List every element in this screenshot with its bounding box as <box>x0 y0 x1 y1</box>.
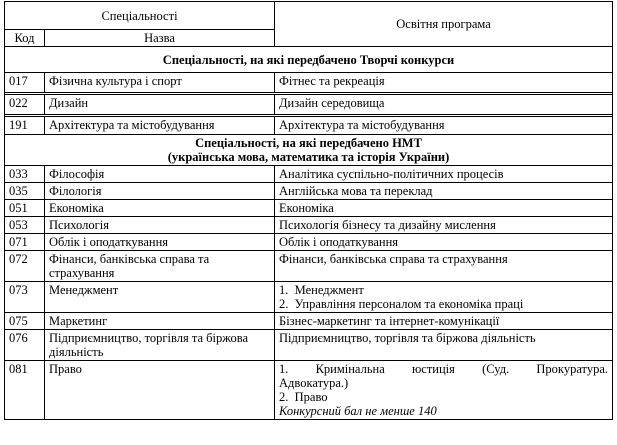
row-program: Бізнес-маркетинг та інтернет-комунікації <box>275 313 613 330</box>
program-list-item: 1. Кримінальна юстиція (Суд. Прокуратура. <box>279 362 609 376</box>
row-code: 053 <box>5 217 45 234</box>
section-title-line: Спеціальності, на які передбачено НМТ <box>195 136 422 150</box>
section-title <box>5 135 613 166</box>
header-specialties: Спеціальності <box>5 2 275 30</box>
row-code: 017 <box>5 73 45 93</box>
row-program: Фінанси, банківська справа та страхування <box>275 251 613 282</box>
row-code: 033 <box>5 166 45 183</box>
row-name: Право <box>45 361 275 420</box>
row-program: Економіка <box>275 200 613 217</box>
row-code: 072 <box>5 251 45 282</box>
row-code: 076 <box>5 330 45 361</box>
program-list-item: 1. Менеджмент <box>279 283 364 297</box>
program-list-item: 2. Управління персоналом та економіка праці <box>279 297 524 311</box>
row-program <box>275 361 613 420</box>
row-code: 081 <box>5 361 45 420</box>
row-program: Облік і оподаткування <box>275 234 613 251</box>
row-code: 022 <box>5 95 45 115</box>
row-program: Психологія бізнесу та дизайну мислення <box>275 217 613 234</box>
row-code: 073 <box>5 282 45 313</box>
row-program: Дизайн середовища <box>275 95 613 115</box>
row-name: Підприємництво, торгівля та біржова діяльність <box>45 330 275 361</box>
row-name: Фінанси, банківська справа та страхування <box>45 251 275 282</box>
row-name: Архітектура та містобудування <box>45 117 275 135</box>
section-title <box>5 47 613 73</box>
row-name: Економіка <box>45 200 275 217</box>
specialties-table <box>4 1 613 420</box>
row-name: Філософія <box>45 166 275 183</box>
row-code: 071 <box>5 234 45 251</box>
row-code: 191 <box>5 117 45 135</box>
program-list-item: Адвокатура.) <box>279 376 349 390</box>
header-program: Освітня програма <box>275 2 613 47</box>
row-code: 035 <box>5 183 45 200</box>
program-note: Конкурсний бал не менше 140 <box>279 404 437 418</box>
row-program: Архітектура та містобудування <box>275 117 613 135</box>
row-code: 075 <box>5 313 45 330</box>
row-name: Облік і оподаткування <box>45 234 275 251</box>
row-code: 051 <box>5 200 45 217</box>
row-program: Фітнес та рекреація <box>275 73 613 93</box>
row-program: Англійська мова та переклад <box>275 183 613 200</box>
row-program <box>275 282 613 313</box>
program-list-item: 2. Право <box>279 390 328 404</box>
header-code: Код <box>5 30 45 47</box>
row-program: Аналітика суспільно-політичних процесів <box>275 166 613 183</box>
row-name: Менеджмент <box>45 282 275 313</box>
section-title-line: Спеціальності, на які передбачено Творчі конкурси <box>162 52 455 67</box>
row-program: Підприємництво, торгівля та біржова діяльність <box>275 330 613 361</box>
row-name: Дизайн <box>45 95 275 115</box>
row-name: Психологія <box>45 217 275 234</box>
row-name: Філологія <box>45 183 275 200</box>
section-title-line: (українська мова, математика та історія України) <box>167 150 450 164</box>
row-name: Фізична культура і спорт <box>45 73 275 93</box>
header-name: Назва <box>45 30 275 47</box>
row-name: Маркетинг <box>45 313 275 330</box>
